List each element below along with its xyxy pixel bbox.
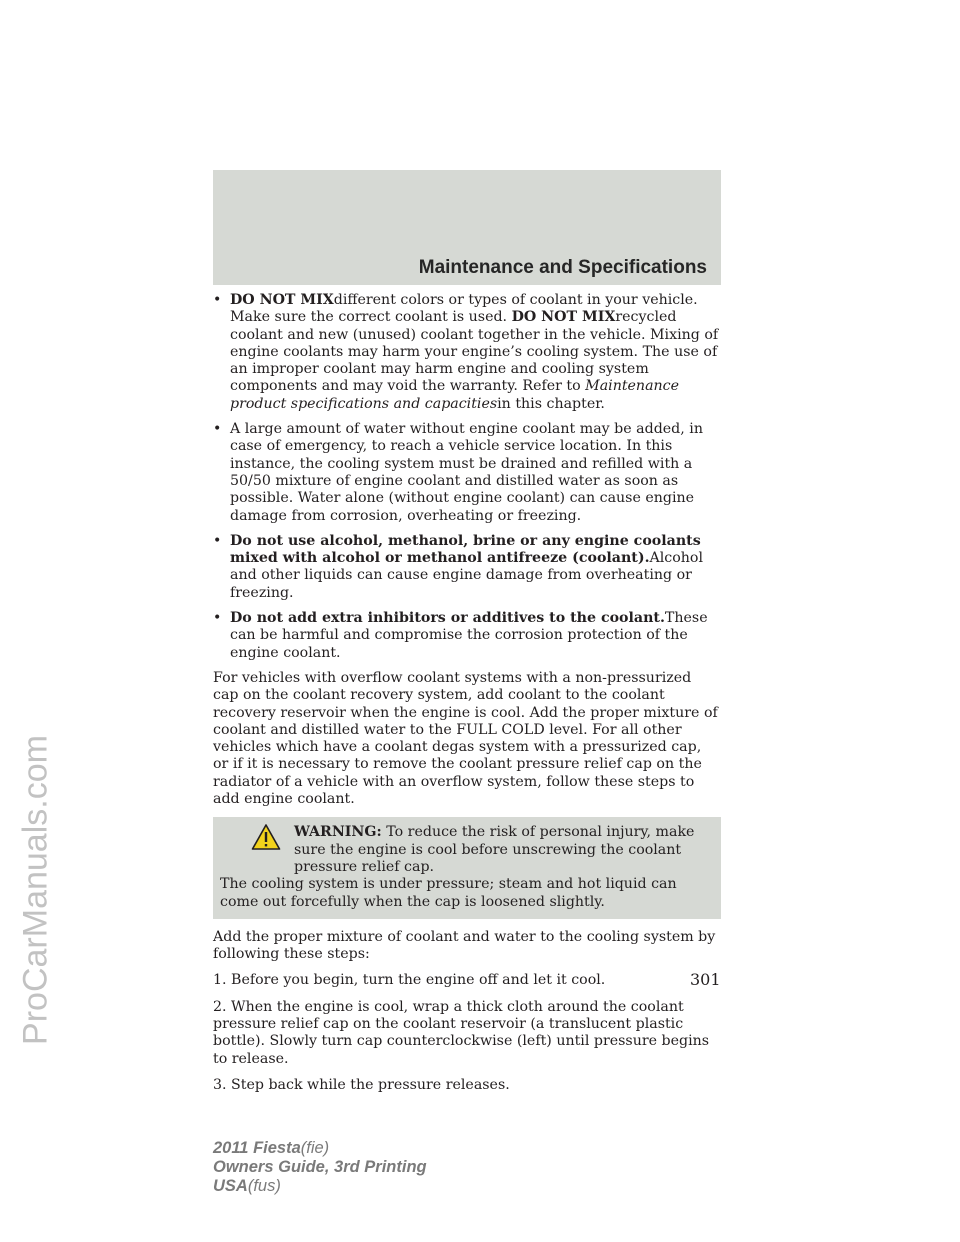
watermark-text: ProCarManuals.com [16,735,55,1045]
page-content [213,292,721,1103]
warning-box [213,817,721,918]
watermark [4,540,68,1240]
step: 1. Before you begin, turn the engine off and let it cool. [213,972,606,989]
warning-text: The cooling system is under pressure; steam and hot liquid can come out forcefully when the cap is loosened slightly. [220,876,677,910]
step: 2. When the engine is cool, wrap a thick cloth around the coolant pressure relief cap on the coolant reservoir (a translucent plastic bottle). Slowly turn cap counterclockwise (left) until pressure begins to release. [213,998,710,1067]
bold-text: Do not add extra inhibitors or additives to the coolant. [230,610,665,627]
cross-reference: Maintenance product specifications and capacities [230,378,680,412]
paragraph: For vehicles with overflow coolant systems with a non-pressurized cap on the coolant recovery system, add coolant to the coolant recovery reservoir when the engine is cool. Add the proper mixture of coolant and distilled water to the FULL COLD level. For all other vehicles which have a coolant degas system with a pressurized cap, or if it is necessary to remove the coolant pressure relief cap on the radiator of a vehicle with an overflow system, follow these steps to add engine coolant. [213,669,718,808]
bold-text: Do not use alcohol, methanol, brine or any engine coolants mixed with alcohol or methanol antifreeze (coolant). [230,532,701,567]
list-item [213,533,721,602]
footer-market: USA [213,1177,248,1195]
bold-text: DO NOT MIX [230,292,334,308]
step: 3. Step back while the pressure releases. [213,1076,510,1093]
footer-code: (fie) [300,1139,330,1157]
body-text: in this chapter. [497,395,605,412]
footer-code: (fus) [247,1177,281,1195]
bullet-icon: • [213,532,222,549]
paragraph: Add the proper mixture of coolant and water to the cooling system by following these steps: [213,928,716,963]
footer-model: 2011 Fiesta [213,1139,301,1157]
list-item [213,292,721,413]
bold-text: DO NOT MIX [511,309,616,326]
bullet-icon: • [213,610,222,627]
body-text: These can be harmful and compromise the corrosion protection of the engine coolant. [230,610,708,661]
body-text: A large amount of water without engine coolant may be added, in case of emergency, to reach a vehicle service location. In this instance, the cooling system must be drained and refilled with a 50/50 mixture of engine coolant and distilled water as soon as possible. Water alone (without engine coolant) can cause engine damage from corrosion, overheating or freezing. [230,421,703,524]
section-header [213,170,721,285]
body-text: recycled coolant and new (unused) coolant together in the vehicle. Mixing of engine coolants may harm your engine’s cooling system. The use of an improper coolant may harm engine and cooling system components and may void the warranty. Refer to [230,309,719,395]
warning-label: WARNING: [294,824,382,841]
bullet-icon: • [213,421,222,438]
footer-edition: Owners Guide, 3rd Printing [213,1158,427,1176]
body-text: Alcohol and other liquids can cause engine damage from overheating or freezing. [230,550,704,601]
list-item [213,421,721,525]
list-item [213,610,721,662]
body-text: different colors or types of coolant in your vehicle. Make sure the correct coolant is used. [230,292,698,326]
page-number: 301 [690,970,721,989]
warning-triangle-icon [251,823,281,851]
footer [213,1139,427,1196]
bullet-icon: • [213,292,222,308]
warning-text: To reduce the risk of personal injury, make sure the engine is cool before unscrewing the coolant pressure relief cap. [294,824,695,875]
section-title: Maintenance and Specifications [418,257,707,278]
